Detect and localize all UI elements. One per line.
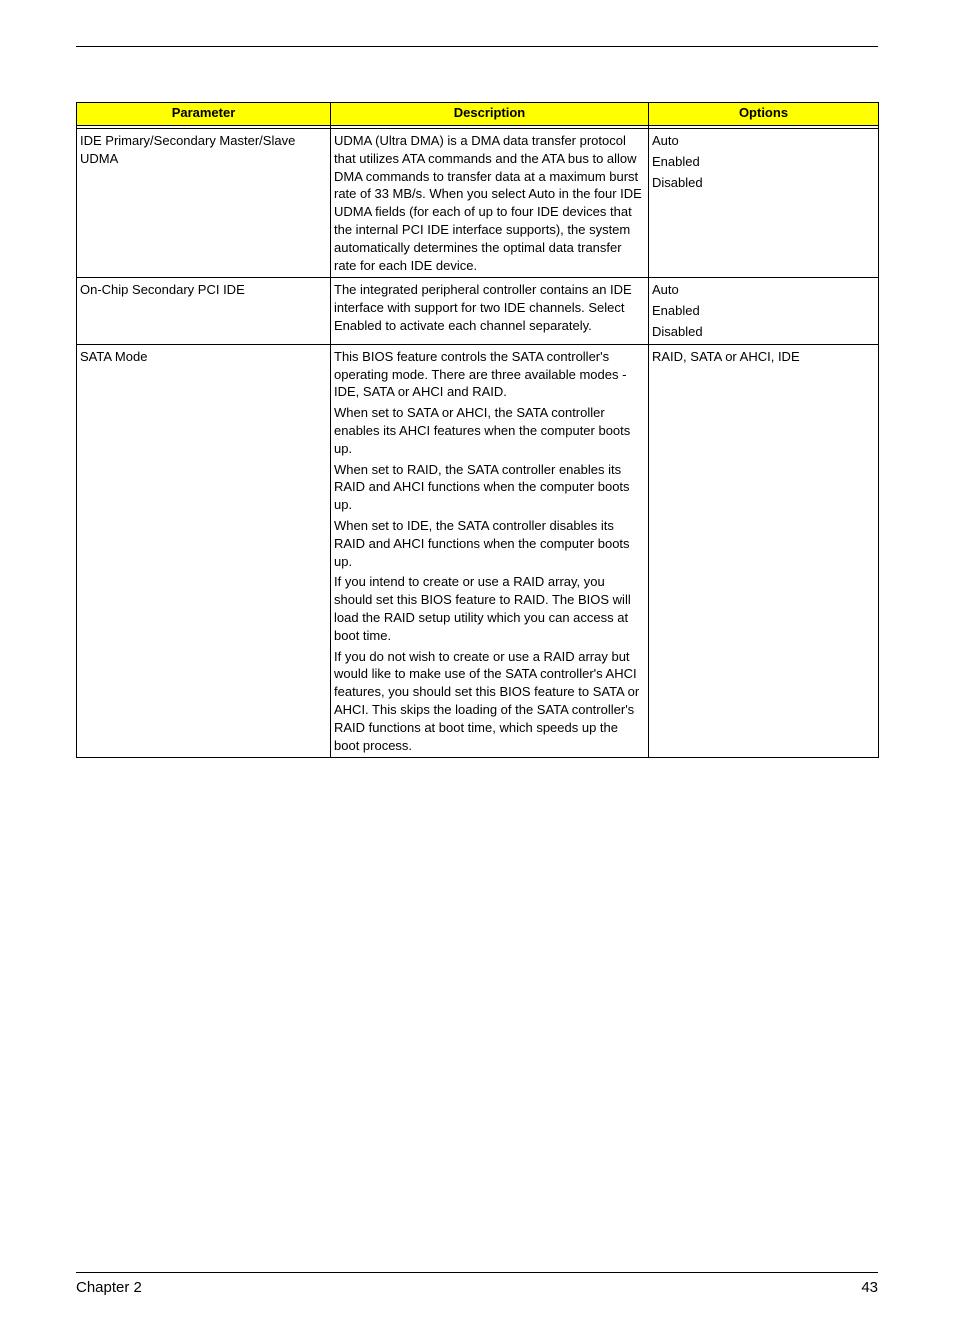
- option-value: Enabled: [652, 303, 700, 319]
- description-paragraph: If you do not wish to create or use a RAID array but would like to make use of the SATA controller's AHCI features, you should set this BIOS feature to SATA or AHCI. This skips the loading of the SATA controller's RAID functions at boot time, which speeds up the boot process.: [334, 648, 640, 753]
- column-header-description: Description: [331, 103, 649, 126]
- option-value: Enabled: [652, 153, 700, 169]
- footer-page-number: 43: [861, 1279, 878, 1296]
- table-row: [77, 129, 879, 278]
- options-cell: [649, 344, 879, 758]
- header-rule: [76, 46, 878, 47]
- option-value: Disabled: [652, 174, 703, 190]
- option-value: RAID, SATA or AHCI, IDE: [652, 348, 800, 364]
- parameter-cell: SATA Mode: [77, 344, 331, 758]
- options-cell: [649, 129, 879, 278]
- option-value: Disabled: [652, 323, 703, 339]
- description-paragraph: This BIOS feature controls the SATA controller's operating mode. There are three available modes - IDE, SATA or AHCI and RAID.: [334, 348, 627, 400]
- description-paragraph: When set to RAID, the SATA controller enables its RAID and AHCI functions when the computer boots up.: [334, 461, 630, 513]
- description-paragraph: When set to IDE, the SATA controller disables its RAID and AHCI functions when the computer boots up.: [334, 517, 630, 569]
- parameter-cell: IDE Primary/Secondary Master/Slave UDMA: [77, 129, 331, 278]
- column-header-parameter: Parameter: [77, 103, 331, 126]
- table-row: [77, 278, 879, 344]
- description-cell: [331, 278, 649, 344]
- option-value: Auto: [652, 282, 679, 298]
- description-paragraph: The integrated peripheral controller contains an IDE interface with support for two IDE channels. Select Enabled to activate each channel separately.: [334, 282, 632, 333]
- table-row: [77, 344, 879, 758]
- table-header-row: [77, 103, 879, 126]
- bios-parameter-table: [76, 102, 879, 758]
- description-cell: [331, 129, 649, 278]
- description-paragraph: If you intend to create or use a RAID array, you should set this BIOS feature to RAID. The BIOS will load the RAID setup utility which you can access at boot time.: [334, 574, 631, 643]
- options-cell: [649, 278, 879, 344]
- description-paragraph: UDMA (Ultra DMA) is a DMA data transfer protocol that utilizes ATA commands and the ATA bus to allow DMA commands to transfer data at a maximum burst rate of 33 MB/s. When you select Auto in the four IDE UDMA fields (for each of up to four IDE devices that the internal PCI IDE interface supports), the system automatically determines the optimal data transfer rate for each IDE device.: [334, 133, 642, 273]
- column-header-options: Options: [649, 103, 879, 126]
- parameter-cell: On-Chip Secondary PCI IDE: [77, 278, 331, 344]
- description-cell: [331, 344, 649, 758]
- description-paragraph: When set to SATA or AHCI, the SATA controller enables its AHCI features when the computer boots up.: [334, 405, 631, 456]
- option-value: Auto: [652, 133, 679, 148]
- footer-rule: [76, 1272, 878, 1273]
- footer-chapter: Chapter 2: [76, 1279, 142, 1296]
